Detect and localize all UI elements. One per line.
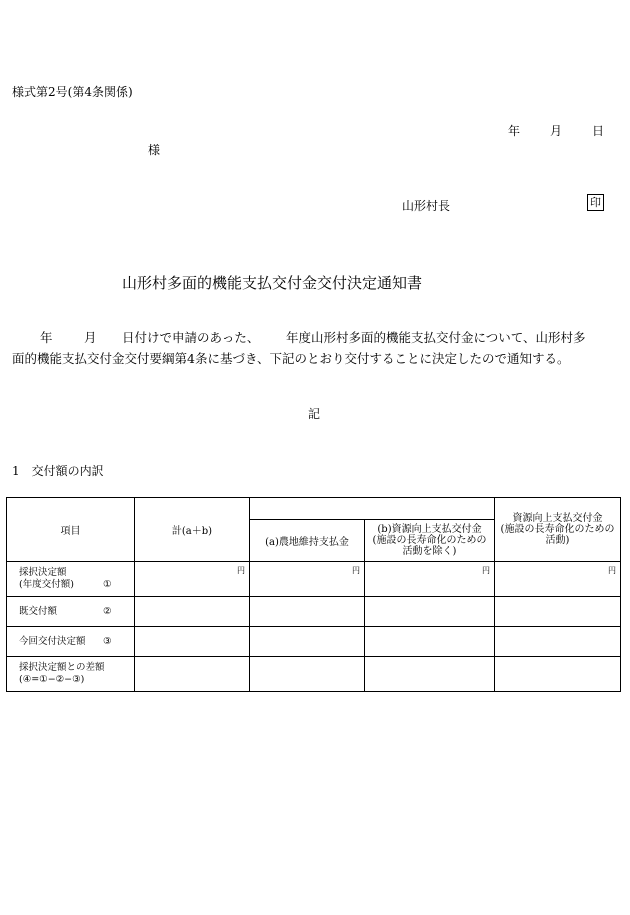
date-year-label: 年 xyxy=(508,124,521,138)
cell-b[interactable] xyxy=(365,657,495,692)
header-total: 計(a＋b) xyxy=(135,498,250,562)
cell-total[interactable] xyxy=(135,597,250,627)
cell-b[interactable]: 円 xyxy=(365,562,495,597)
row-label: 採択決定額 (年度交付額) ① xyxy=(7,562,135,597)
table-row xyxy=(7,657,621,692)
section-heading: 1 交付額の内訳 xyxy=(12,464,104,478)
body-month-label: 月 xyxy=(84,330,97,345)
header-spacer xyxy=(250,498,495,520)
row-label: 今回交付決定額 ③ xyxy=(7,627,135,657)
body-year-label: 年 xyxy=(40,330,53,345)
cell-b[interactable] xyxy=(365,627,495,657)
breakdown-table xyxy=(6,497,621,692)
table-row xyxy=(7,597,621,627)
ki-mark: 記 xyxy=(308,407,321,421)
header-item: 項目 xyxy=(7,498,135,562)
cell-a[interactable] xyxy=(250,657,365,692)
row-label: 採択決定額との差額 (④=①−②−③) xyxy=(7,657,135,692)
table-row xyxy=(7,627,621,657)
cell-c[interactable] xyxy=(495,627,621,657)
cell-a[interactable]: 円 xyxy=(250,562,365,597)
row-label: 既交付額 ② xyxy=(7,597,135,627)
recipient-suffix: 様 xyxy=(148,143,161,157)
header-a: (a)農地維持支払金 xyxy=(250,520,365,562)
body-line1-part2: 年度山形村多面的機能支払交付金について、山形村多 xyxy=(286,330,586,345)
cell-a[interactable] xyxy=(250,627,365,657)
cell-a[interactable] xyxy=(250,597,365,627)
cell-total[interactable] xyxy=(135,627,250,657)
date-month-label: 月 xyxy=(550,124,563,138)
form-number: 様式第2号(第4条関係) xyxy=(12,85,133,99)
cell-c[interactable] xyxy=(495,597,621,627)
table-row xyxy=(7,562,621,597)
seal-mark: 印 xyxy=(587,194,604,211)
cell-total[interactable] xyxy=(135,657,250,692)
sender-name: 山形村長 xyxy=(402,199,451,213)
cell-total[interactable]: 円 xyxy=(135,562,250,597)
body-line2: 面的機能支払交付金交付要綱第4条に基づき、下記のとおり交付することに決定したので通知する。 xyxy=(12,351,570,366)
header-resource-longevity: 資源向上支払交付金 (施設の長寿命化のための 活動) xyxy=(495,498,621,562)
document-title: 山形村多面的機能支払交付金交付決定通知書 xyxy=(122,274,423,292)
cell-b[interactable] xyxy=(365,597,495,627)
date-day-label: 日 xyxy=(592,124,605,138)
body-line1-part1: 日付けで申請のあった、 xyxy=(122,330,260,345)
cell-c[interactable] xyxy=(495,657,621,692)
cell-c[interactable]: 円 xyxy=(495,562,621,597)
header-b: (b)資源向上支払交付金 (施設の長寿命化のための 活動を除く) xyxy=(365,520,495,562)
